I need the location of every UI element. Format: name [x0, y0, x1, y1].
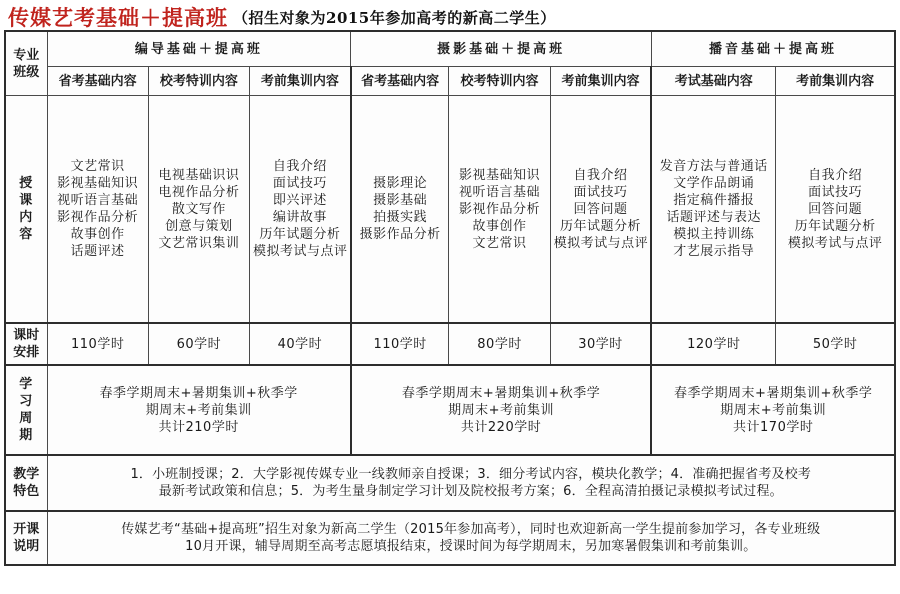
list-item: 面试技巧	[808, 184, 863, 200]
list-item: 文艺常识	[70, 159, 125, 174]
table-row-group-header	[5, 31, 895, 67]
table-row-features	[5, 455, 895, 511]
list-item: 摄影作品分析	[359, 227, 441, 242]
hours-cell-6: 120学时	[651, 323, 775, 365]
list-item: 话题评述与表达	[666, 210, 762, 225]
hours-cell-3: 110学时	[351, 323, 449, 365]
list-item: 电视基础识识	[158, 167, 240, 183]
hours-cell-0: 110学时	[47, 323, 148, 365]
list-item: 文艺常识集训	[158, 235, 240, 251]
list-item: 自我介绍	[808, 167, 863, 183]
table-row-hours	[5, 323, 895, 365]
content-cell-0	[47, 96, 148, 324]
features-cell	[47, 455, 895, 511]
list-item: 历年试题分析	[794, 218, 876, 234]
table-row-note	[5, 511, 895, 565]
list-item: 春季学期周末+暑期集训+秋季学	[674, 385, 873, 401]
page-title-subtitle: （招生对象为2015年参加高考的新高二学生）	[233, 9, 556, 27]
list-item: 期周末+考前集训	[145, 402, 252, 418]
group-header-bianDao: 编导基础＋提高班	[47, 31, 351, 67]
course-table	[4, 30, 896, 566]
row-label-program: 专业班级	[5, 31, 47, 96]
page-title-main: 传媒艺考基础＋提高班	[8, 5, 228, 30]
list-item: 模拟考试与点评	[553, 235, 649, 251]
note-cell	[47, 511, 895, 565]
row-label-features: 教学特色	[5, 455, 47, 511]
group-header-boYin: 播音基础＋提高班	[651, 31, 895, 67]
column-header-4: 校考特训内容	[449, 67, 550, 96]
row-label-note: 开课说明	[5, 511, 47, 565]
list-item: 回答问题	[808, 201, 863, 217]
hours-cell-5: 30学时	[550, 323, 651, 365]
column-header-5: 考前集训内容	[550, 67, 651, 96]
list-item: 模拟主持训练	[673, 227, 755, 242]
list-item: 编讲故事	[272, 210, 327, 225]
column-header-3: 省考基础内容	[351, 67, 449, 96]
page-title	[4, 0, 896, 30]
hours-cell-7: 50学时	[776, 323, 895, 365]
list-item: 摄影基础	[373, 193, 428, 208]
list-item: 文学作品朗诵	[673, 176, 755, 191]
list-item: 历年试题分析	[560, 218, 642, 234]
list-item: 自我介绍	[573, 167, 628, 183]
row-label-content	[5, 96, 47, 324]
note-line-1: 传媒艺考“基础+提高班”招生对象为新高二学生（2015年参加高考），同时也欢迎新高一学生提前参加学习，各专业班级	[121, 522, 821, 537]
table-row-period	[5, 365, 895, 455]
list-item: 期周末+考前集训	[448, 402, 555, 418]
list-item: 创意与策划	[165, 218, 233, 234]
list-item: 自我介绍	[272, 159, 327, 174]
row-label-content-text: 授 课 内 容	[19, 176, 34, 242]
content-cell-7	[776, 96, 895, 324]
list-item: 面试技巧	[573, 184, 628, 200]
period-cell-1	[351, 365, 652, 455]
note-line-2: 10月开课，辅导周期至高考志愿填报结束，授课时间为每学期周末，另加寒暑假集训和考前集训。	[185, 539, 757, 554]
hours-cell-1: 60学时	[148, 323, 249, 365]
row-label-period	[5, 365, 47, 455]
list-item: 模拟考试与点评	[253, 244, 348, 259]
period-cell-2	[651, 365, 895, 455]
column-header-1: 校考特训内容	[148, 67, 249, 96]
column-header-6: 考试基础内容	[651, 67, 775, 96]
content-cell-3	[351, 96, 449, 324]
list-item: 话题评述	[70, 244, 125, 259]
column-header-0: 省考基础内容	[47, 67, 148, 96]
row-label-period-text: 学 习 周 期	[19, 377, 34, 443]
list-item: 摄影理论	[373, 176, 428, 191]
list-item: 文艺常识	[472, 235, 527, 251]
list-item: 期周末+考前集训	[720, 402, 827, 418]
list-item: 视听语言基础	[459, 184, 541, 200]
content-cell-2	[250, 96, 351, 324]
list-item: 影视作品分析	[57, 210, 139, 225]
list-item: 散文写作	[171, 201, 226, 217]
table-row-sub-header	[5, 67, 895, 96]
column-header-2: 考前集训内容	[250, 67, 351, 96]
list-item: 春季学期周末+暑期集训+秋季学	[401, 385, 601, 401]
list-item: 指定稿件播报	[673, 193, 755, 208]
list-item: 模拟考试与点评	[787, 235, 883, 251]
list-item: 发音方法与普通话	[659, 159, 768, 174]
hours-cell-4: 80学时	[449, 323, 550, 365]
list-item: 才艺展示指导	[673, 244, 755, 259]
list-item: 共计170学时	[733, 419, 814, 435]
column-header-7: 考前集训内容	[776, 67, 895, 96]
list-item: 即兴评述	[272, 193, 327, 208]
list-item: 历年试题分析	[259, 227, 341, 242]
hours-cell-2: 40学时	[250, 323, 351, 365]
content-cell-1	[148, 96, 249, 324]
list-item: 视听语言基础	[57, 193, 139, 208]
list-item: 面试技巧	[272, 176, 327, 191]
table-row-content	[5, 96, 895, 324]
list-item: 故事创作	[472, 218, 527, 234]
content-cell-6	[651, 96, 775, 324]
features-line-2: 最新考试政策和信息；5．为考生量身制定学习计划及院校报考方案；6．全程高清拍摄记录模拟考试过程。	[158, 484, 783, 499]
list-item: 共计210学时	[158, 419, 239, 435]
group-header-sheYing: 摄影基础＋提高班	[351, 31, 652, 67]
period-cell-0	[47, 365, 351, 455]
list-item: 影视基础知识	[57, 176, 139, 191]
row-label-hours: 课时安排	[5, 323, 47, 365]
list-item: 故事创作	[70, 227, 125, 242]
list-item: 春季学期周末+暑期集训+秋季学	[99, 385, 298, 401]
list-item: 影视作品分析	[459, 201, 541, 217]
content-cell-5	[550, 96, 651, 324]
content-cell-4	[449, 96, 550, 324]
list-item: 回答问题	[573, 201, 628, 217]
features-line-1: 1．小班制授课；2．大学影视传媒专业一线教师亲自授课；3．细分考试内容，模块化教学；4．准确把握省考及校考	[130, 467, 812, 482]
list-item: 拍摄实践	[373, 210, 428, 225]
list-item: 影视基础知识	[459, 167, 541, 183]
list-item: 电视作品分析	[158, 184, 240, 200]
list-item: 共计220学时	[460, 419, 542, 435]
